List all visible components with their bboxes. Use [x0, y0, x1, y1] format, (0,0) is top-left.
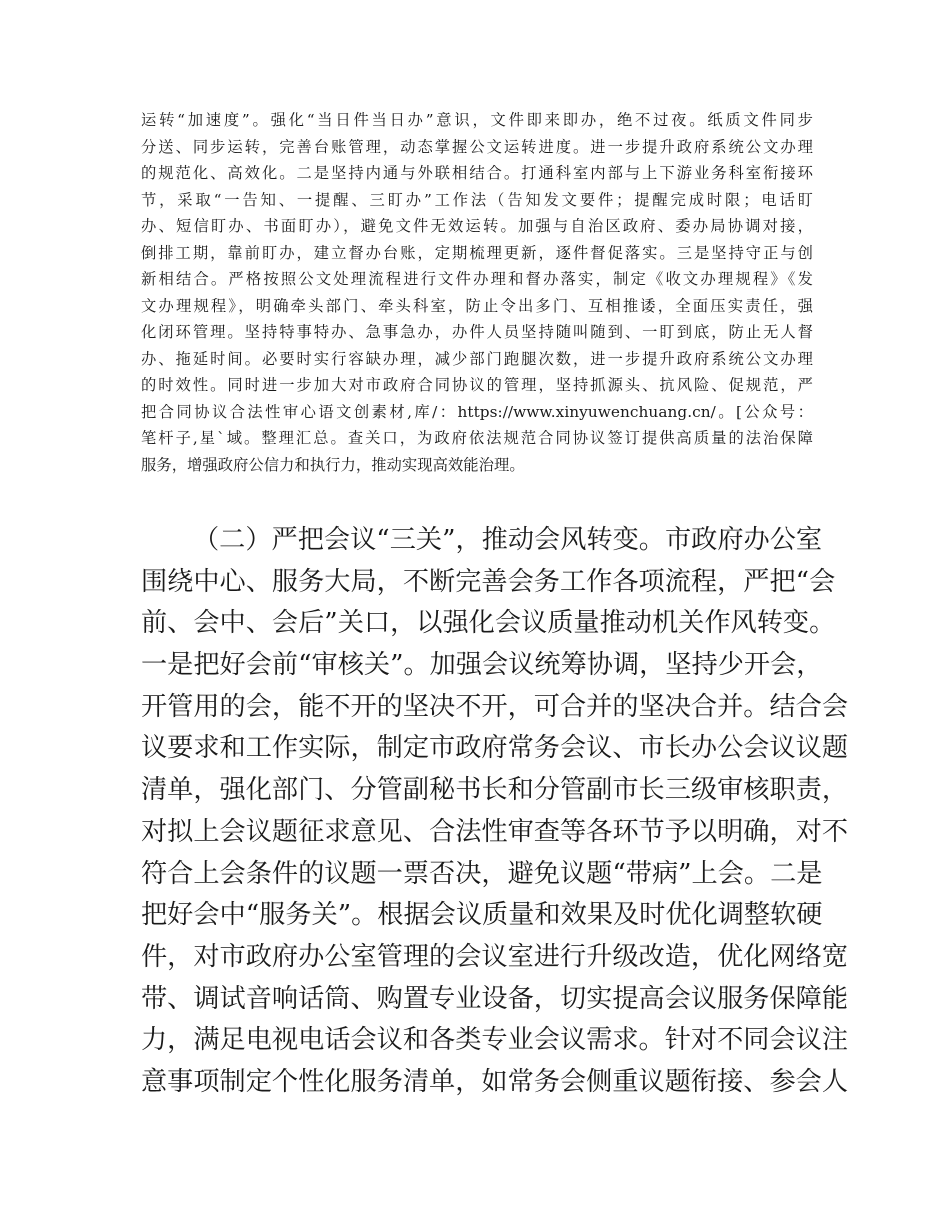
large-paragraph-line: 意事项制定个性化服务清单，如常务会侧重议题衔接、参会人: [141, 1066, 849, 1097]
large-paragraph-line: 围绕中心、服务大局，不断完善会务工作各项流程，严把“会: [141, 566, 836, 597]
small-paragraph-line: 办、拖延时间。必要时实行容缺办理，减少部门跑腿次数，进一步提升政府系统公文办理: [141, 349, 813, 368]
small-paragraph-line: 办、短信盯办、书面盯办），避免文件无效运转。加强与自治区政府、委办局协调对接，: [141, 217, 813, 235]
large-paragraph-line: 力，满足电视电话会议和各类专业会议需求。针对不同会议注: [141, 1025, 849, 1056]
large-paragraph-line: 对拟上会议题征求意见、合法性审查等各环节予以明确，对不: [141, 816, 849, 847]
section-heading-line: （二）严把会议“三关”，推动会风转变。市政府办公室: [193, 525, 823, 555]
small-text-paragraph: [141, 107, 813, 478]
small-paragraph-line: 运转“加速度”。强化“当日件当日办”意识，文件即来即办，绝不过夜。纸质文件同步: [141, 111, 813, 129]
small-paragraph-line: 文办理规程》，明确牵头部门、牵头科室，防止令出多门、互相推诿，全面压实责任，强: [141, 296, 813, 315]
small-paragraph-line: 把合同协议合法性审心语文创素材,库/：https://www.xinyuwenchuang.cn/。[公众号：: [141, 402, 813, 421]
large-paragraph-line: 带、调试音响话筒、购置专业设备，切实提高会议服务保障能: [141, 983, 849, 1014]
small-paragraph-line: 新相结合。严格按照公文处理流程进行文件办理和督办落实，制定《收文办理规程》《发: [141, 270, 813, 288]
small-paragraph-line: 化闭环管理。坚持特事特办、急事急办，办件人员坚持随叫随到、一盯到底，防止无人督: [141, 323, 813, 341]
large-paragraph-line: 开管用的会，能不开的坚决不开，可合并的坚决合并。结合会: [141, 691, 849, 722]
large-paragraph-line: 前、会中、会后”关口，以强化会议质量推动机关作风转变。: [141, 608, 836, 639]
large-paragraph-line: 件，对市政府办公室管理的会议室进行升级改造，优化网络宽: [141, 941, 849, 972]
small-paragraph-line: 的规范化、高效化。二是坚持内通与外联相结合。打通科室内部与上下游业务科室衔接环: [141, 164, 813, 182]
large-paragraph-line: 清单，强化部门、分管副秘书长和分管副市长三级审核职责，: [141, 775, 849, 806]
small-paragraph-line: 笔杆子,星`域。整理汇总。查关口，为政府依法规范合同协议签订提供高质量的法治保障: [141, 429, 813, 447]
small-paragraph-line: 倒排工期，靠前盯办，建立督办台账，定期梳理更新，逐件督促落实。三是坚持守正与创: [141, 243, 813, 262]
small-paragraph-line: 的时效性。同时进一步加大对市政府合同协议的管理，坚持抓源头、抗风险、促规范，严: [141, 376, 813, 394]
large-text-paragraph: [141, 520, 849, 1104]
small-paragraph-line: 服务，增强政府公信力和执行力，推动实现高效能治理。: [141, 455, 525, 474]
large-paragraph-line: 把好会中“服务关”。根据会议质量和效果及时优化调整软硬: [141, 900, 823, 931]
large-paragraph-line: 议要求和工作实际，制定市政府常务会议、市长办公会议议题: [141, 733, 849, 764]
small-paragraph-line: 节，采取“一告知、一提醒、三盯办”工作法（告知发文要件；提醒完成时限；电话盯: [141, 190, 813, 209]
large-paragraph-line: 一是把好会前“审核关”。加强会议统筹协调，坚持少开会，: [141, 650, 823, 681]
large-paragraph-line: 符合上会条件的议题一票否决，避免议题“带病”上会。二是: [141, 858, 823, 889]
small-paragraph-line: 分送、同步运转，完善台账管理，动态掌握公文运转进度。进一步提升政府系统公文办理: [141, 137, 813, 156]
